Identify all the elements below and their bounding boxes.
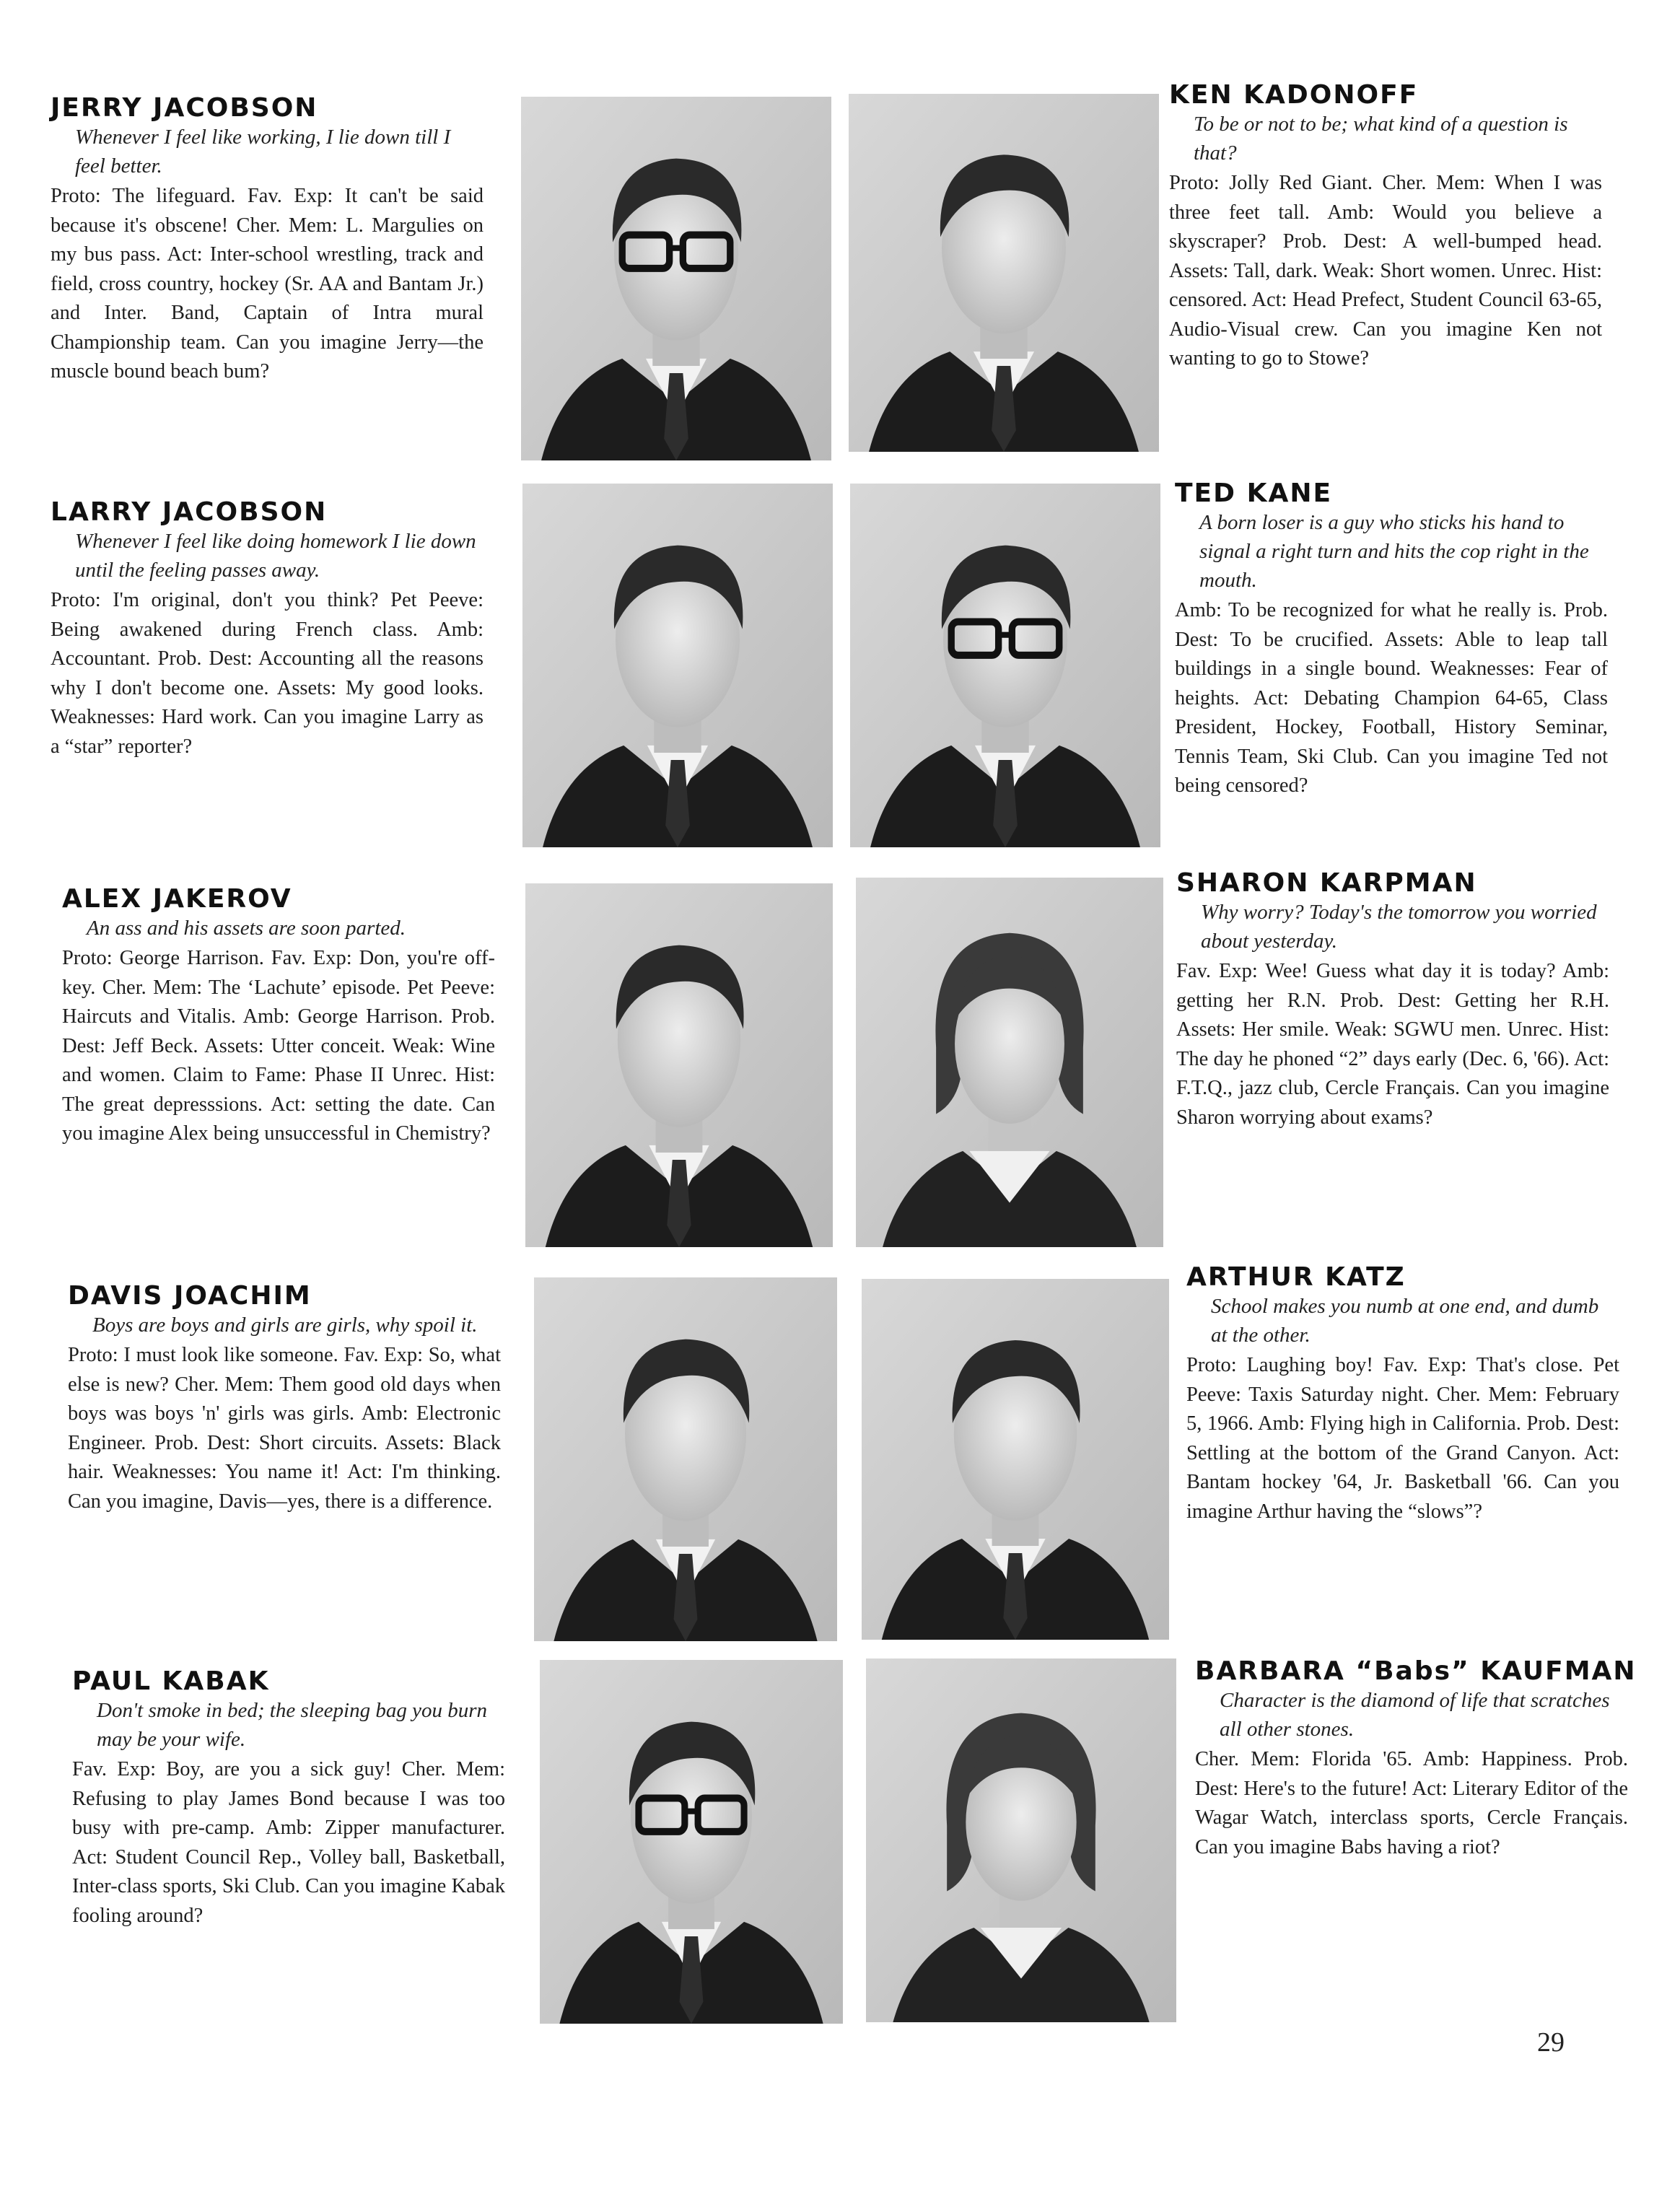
- student-name: TED KANE: [1175, 478, 1333, 508]
- portrait-image: [866, 1658, 1176, 2022]
- photo-arthur-katz: [862, 1279, 1169, 1640]
- portrait-image: [534, 1277, 837, 1641]
- student-bio: Proto: Laughing boy! Fav. Exp: That's close. Pet Peeve: Taxis Saturday night. Cher. Mem: February 5, 1966. Amb: Flying high in California. Prob. Dest: Settling at the bottom of the Grand Canyon. Act: Bantam hockey '64, Jr. Basketball '66. Can you imagine Arthur having the “slows”?: [1186, 1354, 1619, 1523]
- student-bio: Cher. Mem: Florida '65. Amb: Happiness. Prob. Dest: Here's to the future! Act: Literary Editor of the Wagar Watch, interclass sports, Cercle Français. Can you imagine Babs having a riot?: [1195, 1748, 1628, 1858]
- student-name: ALEX JAKEROV: [62, 884, 292, 914]
- student-motto: Whenever I feel like working, I lie down till I feel better.: [75, 126, 451, 178]
- student-entry-paul-kabak: [72, 1667, 505, 1931]
- portrait-image: [862, 1279, 1169, 1640]
- student-entry-larry-jacobson: [51, 498, 484, 761]
- student-bio: Proto: I must look like someone. Fav. Exp: So, what else is new? Cher. Mem: Them good old days when boys was boys 'n' girls was girls. Amb: Electronic Engineer. Prob. Dest: Short circuits. Assets: Black hair. Weaknesses: You name it! Act: I'm thinking. Can you imagine, Davis—yes, there is a difference.: [68, 1344, 501, 1513]
- student-name: JERRY JACOBSON: [51, 93, 318, 123]
- student-bio: Proto: I'm original, don't you think? Pet Peeve: Being awakened during French class. Amb: Accountant. Prob. Dest: Accounting all the reasons why I don't become one. Assets: My good looks. Weaknesses: Hard work. Can you imagine Larry as a “star” reporter?: [51, 589, 484, 758]
- student-name: BARBARA “Babs” KAUFMAN: [1195, 1656, 1637, 1686]
- photo-sharon-karpman: [856, 878, 1163, 1247]
- student-bio: Fav. Exp: Wee! Guess what day it is today? Amb: getting her R.N. Prob. Dest: Getting her R.H. Assets: Her smile. Weak: SGWU men. Unrec. Hist: The day he phoned “2” days early (Dec. 6, '66). Act: F.T.Q., jazz club, Cercle Français. Can you imagine Sharon worrying about exams?: [1176, 960, 1609, 1129]
- student-motto: Character is the diamond of life that scratches all other stones.: [1220, 1689, 1610, 1741]
- student-entry-alex-jakerov: [62, 885, 495, 1149]
- student-name: LARRY JACOBSON: [51, 497, 328, 527]
- photo-davis-joachim: [534, 1277, 837, 1641]
- student-motto: Whenever I feel like doing homework I lie down until the feeling passes away.: [75, 530, 476, 582]
- student-entry-barbara-kaufman: [1195, 1656, 1637, 1862]
- student-entry-davis-joachim: [68, 1282, 501, 1516]
- student-motto: Don't smoke in bed; the sleeping bag you burn may be your wife.: [97, 1699, 487, 1751]
- student-entry-jerry-jacobson: [51, 94, 484, 387]
- portrait-image: [849, 94, 1159, 452]
- student-bio: Fav. Exp: Boy, are you a sick guy! Cher. Mem: Refusing to play James Bond because I was too busy with pre-camp. Amb: Zipper manufacturer. Act: Student Council Rep., Volley ball, Basketball, Inter-class sports, Ski Club. Can you imagine Kabak fooling around?: [72, 1758, 505, 1927]
- student-motto: Why worry? Today's the tomorrow you worried about yesterday.: [1201, 901, 1597, 953]
- photo-barbara-kaufman: [866, 1658, 1176, 2022]
- student-motto: School makes you numb at one end, and dumb at the other.: [1211, 1295, 1599, 1347]
- photo-ted-kane: [850, 484, 1160, 847]
- student-entry-sharon-karpman: [1176, 869, 1609, 1132]
- photo-paul-kabak: [540, 1660, 843, 2024]
- student-bio: Amb: To be recognized for what he really is. Prob. Dest: To be crucified. Assets: Able to leap tall buildings in a single bound. Weaknesses: Fear of heights. Act: Debating Champion 64-65, Class President, Hockey, Football, History Seminar, Tennis Team, Ski Club. Can you imagine Ted not being censored?: [1175, 599, 1608, 797]
- student-name: SHARON KARPMAN: [1176, 868, 1477, 898]
- photo-alex-jakerov: [525, 883, 833, 1247]
- student-entry-ken-kadonoff: [1169, 81, 1602, 374]
- student-motto: Boys are boys and girls are girls, why spoil it.: [92, 1314, 478, 1337]
- portrait-image: [540, 1660, 843, 2024]
- student-motto: A born loser is a guy who sticks his hand to signal a right turn and hits the cop right in the mouth.: [1199, 511, 1589, 592]
- portrait-image: [850, 484, 1160, 847]
- student-name: PAUL KABAK: [72, 1666, 270, 1696]
- student-bio: Proto: Jolly Red Giant. Cher. Mem: When I was three feet tall. Amb: Would you believe a skyscraper? Prob. Dest: A well-bumped head. Assets: Tall, dark. Weak: Short women. Unrec. Hist: censored. Act: Head Prefect, Student Council 63-65, Audio-Visual crew. Can you imagine Ken not wanting to go to Stowe?: [1169, 172, 1602, 370]
- student-name: ARTHUR KATZ: [1186, 1262, 1406, 1292]
- student-name: KEN KADONOFF: [1169, 80, 1419, 110]
- portrait-image: [525, 883, 833, 1247]
- portrait-image: [521, 97, 831, 460]
- photo-ken-kadonoff: [849, 94, 1159, 452]
- student-bio: Proto: The lifeguard. Fav. Exp: It can't be said because it's obscene! Cher. Mem: L. Margulies on my bus pass. Act: Inter-school wrestling, track and field, cross country, hockey (Sr. AA and Bantam Jr.) and Inter. Band, Captain of Intra mural Championship team. Can you imagine Jerry—the muscle bound beach bum?: [51, 185, 484, 383]
- portrait-image: [856, 878, 1163, 1247]
- portrait-image: [522, 484, 833, 847]
- student-bio: Proto: George Harrison. Fav. Exp: Don, you're off-key. Cher. Mem: The ‘Lachute’ episode. Pet Peeve: Haircuts and Vitalis. Amb: George Harrison. Prob. Dest: Jeff Beck. Assets: Utter conceit. Weak: Wine and women. Claim to Fame: Phase II Unrec. Hist: The great depresssions. Act: setting the date. Can you imagine Alex being unsuccessful in Chemistry?: [62, 947, 495, 1145]
- page-number: 29: [1537, 2027, 1565, 2058]
- student-motto: An ass and his assets are soon parted.: [87, 917, 406, 940]
- student-entry-arthur-katz: [1186, 1263, 1619, 1526]
- student-motto: To be or not to be; what kind of a question is that?: [1194, 113, 1568, 165]
- student-name: DAVIS JOACHIM: [68, 1281, 312, 1311]
- photo-larry-jacobson: [522, 484, 833, 847]
- photo-jerry-jacobson: [521, 97, 831, 460]
- student-entry-ted-kane: [1175, 479, 1608, 801]
